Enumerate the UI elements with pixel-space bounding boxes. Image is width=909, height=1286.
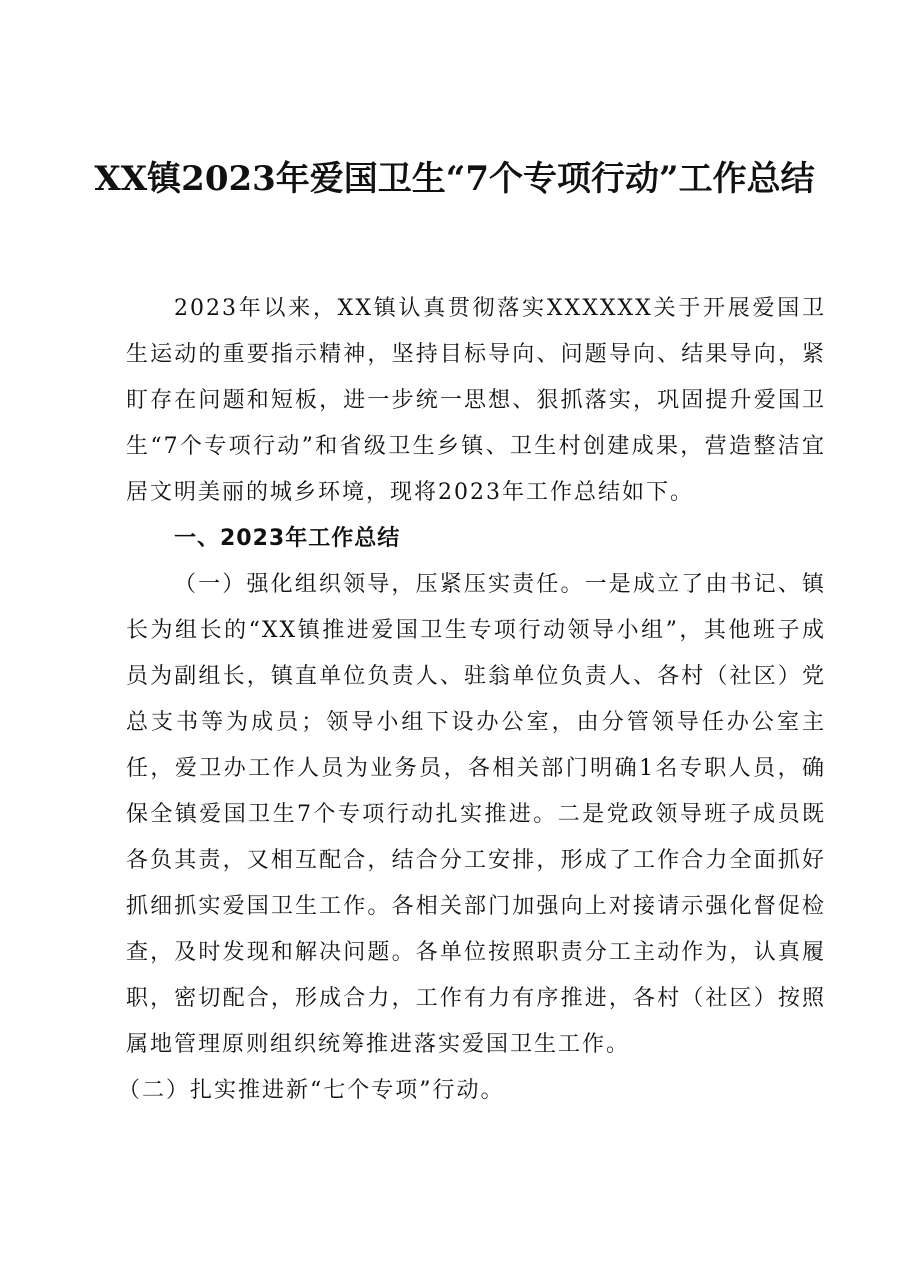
subsection-heading: （二）扎实推进新“七个专项”行动。 xyxy=(118,1078,505,1103)
subsection-paragraph: （一）强化组织领导，压紧压实责任。一是成立了由书记、镇长为组长的“XX镇推进爱国卫生专项行动领导小组”，其他班子成员为副组长，镇直单位负责人、驻翁单位负责人、各村（社区）党总支书等为成员；领导小组下设办公室，由分管领导任办公室主任，爱卫办工作人员为业务员，各相关部门明确1名专职人员，确保全镇爱国卫生7个专项行动扎实推进。二是党政领导班子成员既各负其责，又相互配合，结合分工安排，形成了工作合力全面抓好抓细抓实爱国卫生工作。各相关部门加强向上对接请示强化督促检查，及时发现和解决问题。各单位按照职责分工主动作为，认真履职，密切配合，形成合力，工作有力有序推进，各村（社区）按照属地管理原则组织统筹推进落实爱国卫生工作。 xyxy=(126,572,826,1057)
document-body xyxy=(118,286,826,1114)
document-title: XX镇2023年爱国卫生“7个专项行动”工作总结 xyxy=(94,159,815,199)
section-heading: 一、2023年工作总结 xyxy=(174,526,401,551)
intro-paragraph: 2023年以来，XX镇认真贯彻落实XXXXXX关于开展爱国卫生运动的重要指示精神，坚持目标导向、问题导向、结果导向，紧盯存在问题和短板，进一步统一思想、狠抓落实，巩固提升爱国卫生“7个专项行动”和省级卫生乡镇、卫生村创建成果，营造整洁宜居文明美丽的城乡环境，现将2023年工作总结如下。 xyxy=(126,296,826,505)
